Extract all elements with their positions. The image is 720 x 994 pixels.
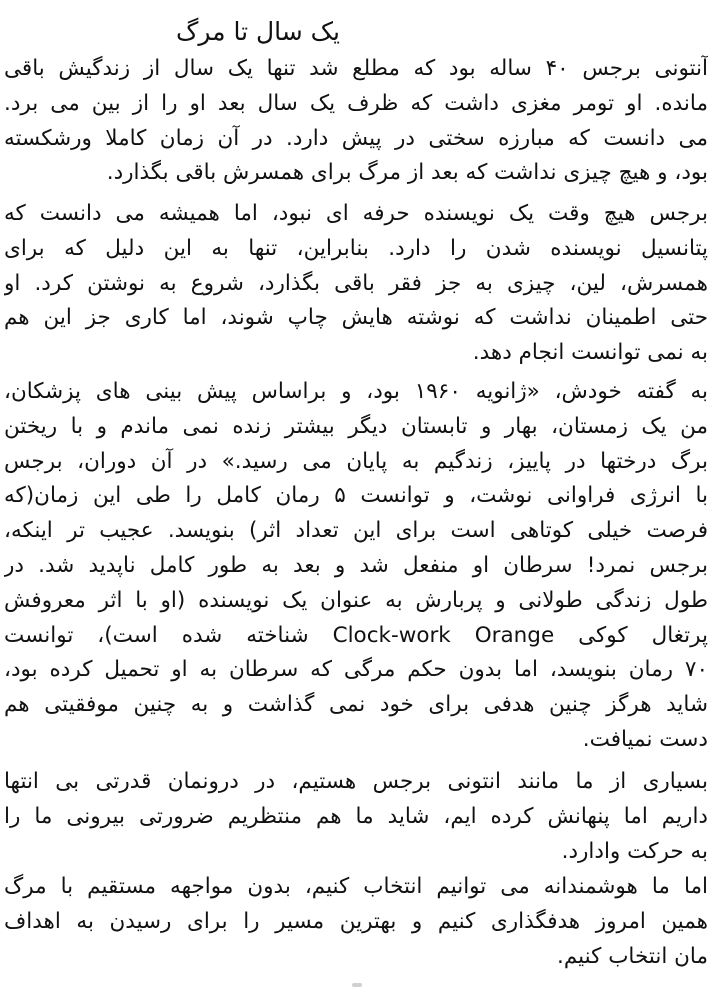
text-line: بسیاری از ما مانند انتونی برجس هستیم، در درونمان قدرتی بی انتها (4, 769, 708, 794)
page-indicator-dot (352, 983, 362, 987)
text-line: پتانسیل نویسنده شدن را دارد. بنابراین، تنها به این دلیل که برای (4, 235, 708, 261)
text-line: برگ درختها در پاییز، زندگیم به پایان می رسید.» در آن دوران، برجس (4, 448, 708, 474)
text-line: شاید هرگز چنین هدفی برای خود نمی گذاشت و به چنین موفقیتی هم (4, 692, 708, 718)
paragraph-4 (4, 765, 708, 869)
text-line: داریم اما پنهانش کرده ایم، شاید ما هم منتظریم ضرورتی بیرونی ما را (4, 803, 708, 829)
text-line: اما ما هوشمندانه می توانیم انتخاب کنیم، بدون مواجهه مستقیم با مرگ (4, 874, 708, 899)
text-line: دست نمیافت. (582, 726, 708, 752)
text-line: برجس هیچ وقت یک نویسنده حرفه ای نبود، اما همیشه می دانست که (4, 201, 708, 226)
paragraph-5 (4, 870, 708, 974)
text-line: همسرش، لین، چیزی به جز فقر باقی بگذارد، شروع به نوشتن کرد. او (4, 270, 708, 296)
page-title: یک سال تا مرگ (175, 17, 340, 46)
text-line: به گفته خودش، «ژانویه ۱۹۶۰ بود، و براساس پیش بینی های پزشکان، (4, 379, 708, 404)
paragraph-3 (4, 375, 708, 758)
text-line: همین امروز هدفگذاری کنیم و بهترین مسیر را برای رسیدن به اهداف (4, 908, 708, 934)
text-line: برجس نمرد! سرطان او منفعل شد و بعد به طور کامل ناپدید شد. در (4, 552, 708, 578)
text-line: می دانست که مبارزه سختی در پیش دارد. در آن زمان کاملا ورشکسته (4, 125, 708, 151)
text-line: به نمی توانست انجام دهد. (472, 340, 708, 366)
text-line: حتی اطمینان نداشت که نوشته هایش چاپ شوند، اما کاری جز این هم (4, 305, 708, 331)
text-line: ۷۰ رمان بنویسد، اما بدون حکم مرگی که سرطان به او تحمیل کرده بود، (4, 657, 708, 683)
text-line: با انرژی فراوانی نوشت، و توانست ۵ رمان کامل را طی این زمان(که (4, 483, 708, 509)
paragraph-2 (4, 197, 708, 371)
text-line: طول زندگی طولانی و پربارش به عنوان یک نویسنده (او با اثر معروفش (4, 587, 708, 613)
text-line: مانده. او تومر مغزی داشت که ظرف یک سال بعد او را از بین می برد. (4, 90, 708, 116)
text-line: فرصت خیلی کوتاهی است برای این تعداد اثر) بنویسد. عجیب تر اینکه، (4, 518, 708, 544)
text-line: من یک زمستان، بهار و تابستان دیگر بیشتر زنده نمی ماندم و با ریختن (4, 413, 708, 439)
text-line: آنتونی برجس ۴۰ ساله بود که مطلع شد تنها یک سال از زندگیش باقی (4, 56, 708, 81)
text-line: پرتغال کوکی Clock-work Orange شناخته شده است)، توانست (4, 622, 708, 648)
text-line: بود، و هیچ چیزی نداشت که بعد از مرگ برای همسرش باقی بگذارد. (106, 160, 708, 186)
paragraph-1 (4, 52, 708, 191)
text-line: مان انتخاب کنیم. (557, 943, 708, 969)
text-line: به حرکت وادارد. (561, 838, 708, 864)
